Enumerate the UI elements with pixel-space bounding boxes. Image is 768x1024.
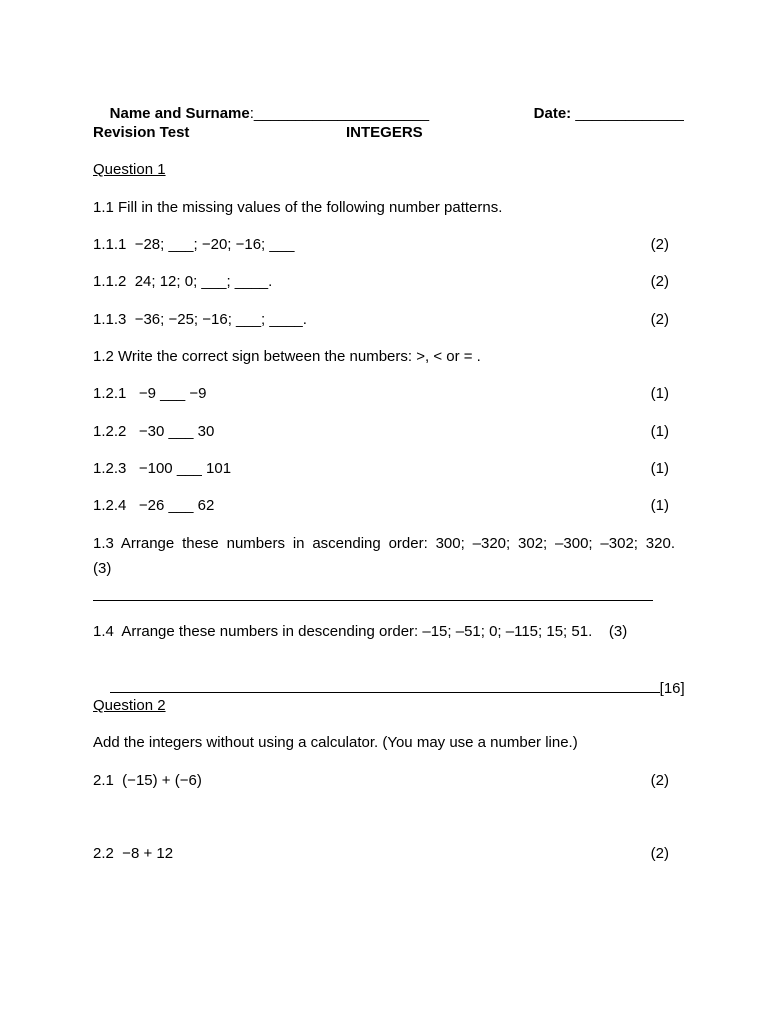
question-2-intro: Add the integers without using a calculator. (You may use a number line.) xyxy=(93,734,578,751)
section-1-2-intro: 1.2 Write the correct sign between the numbers: >, < or = . xyxy=(93,348,481,365)
item-1-2-3: 1.2.3 −100 ___ 101 xyxy=(93,460,232,477)
item-2-1-marks: (2) xyxy=(650,772,669,789)
item-1-3-marks: (3) xyxy=(93,560,112,577)
topic-title: INTEGERS xyxy=(346,124,423,141)
item-2-2: 2.2 −8 + 12 xyxy=(93,845,174,862)
item-2-2-marks: (2) xyxy=(650,845,669,862)
date-label: Date: xyxy=(533,105,572,122)
answer-line-1-3[interactable] xyxy=(93,600,653,601)
item-1-2-1: 1.2.1 −9 ___ −9 xyxy=(93,385,207,402)
item-1-2-4-marks: (1) xyxy=(650,497,669,514)
item-1-2-1-marks: (1) xyxy=(650,385,669,402)
item-1-1-2: 1.1.2 24; 12; 0; ___; ____. xyxy=(93,273,273,290)
item-1-2-2: 1.2.2 −30 ___ 30 xyxy=(93,423,215,440)
section-1-1-intro: 1.1 Fill in the missing values of the following number patterns. xyxy=(93,199,503,216)
question-1-total: [16] xyxy=(659,680,685,697)
item-1-2-3-marks: (1) xyxy=(650,460,669,477)
item-1-1-2-marks: (2) xyxy=(650,273,669,290)
answer-line-1-4[interactable] xyxy=(110,678,660,693)
item-1-2-2-marks: (1) xyxy=(650,423,669,440)
name-label: Name and Surname xyxy=(109,105,250,122)
item-1-3: 1.3 Arrange these numbers in ascending order: 300; –320; 302; –300; –302; 320. xyxy=(93,535,675,552)
name-blank[interactable]: :_____________________ xyxy=(249,105,430,122)
question-2-heading: Question 2 xyxy=(93,697,166,714)
test-label: Revision Test xyxy=(93,124,190,141)
item-1-1-1-marks: (2) xyxy=(650,236,669,253)
item-1-2-4: 1.2.4 −26 ___ 62 xyxy=(93,497,215,514)
date-field[interactable] xyxy=(517,87,684,141)
date-blank[interactable]: _____________ xyxy=(571,105,684,122)
question-1-heading: Question 1 xyxy=(93,161,166,178)
item-1-1-3-marks: (2) xyxy=(650,311,669,328)
item-1-4: 1.4 Arrange these numbers in descending order: –15; –51; 0; –115; 15; 51. (3) xyxy=(93,623,628,640)
total-row xyxy=(93,660,685,716)
item-2-1: 2.1 (−15) + (−6) xyxy=(93,772,202,789)
item-1-1-3: 1.1.3 −36; −25; −16; ___; ____. xyxy=(93,311,307,328)
item-1-1-1: 1.1.1 −28; ___; −20; −16; ___ xyxy=(93,236,295,253)
